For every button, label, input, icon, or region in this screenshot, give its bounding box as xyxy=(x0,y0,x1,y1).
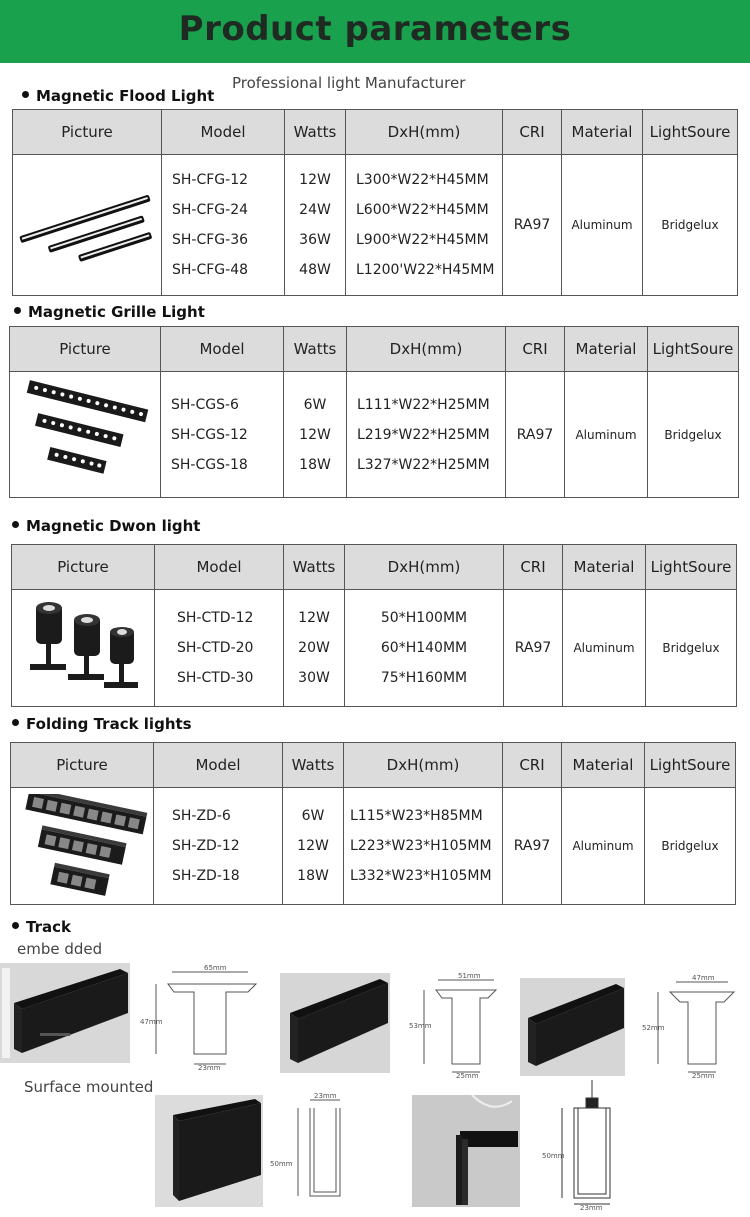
embedded-track-diagram-2 xyxy=(408,970,508,1078)
model-cell: SH-CGS-18 xyxy=(171,456,248,473)
source-cell: Bridgelux xyxy=(643,155,738,296)
model-cell: SH-ZD-6 xyxy=(172,808,231,824)
watts-cell: 12W xyxy=(297,838,329,854)
product-picture xyxy=(13,155,162,296)
col-material: Material xyxy=(563,545,646,590)
watts-cell: 30W xyxy=(298,670,330,686)
col-source: LightSoure xyxy=(643,110,738,155)
product-picture xyxy=(12,590,155,707)
material-cell: Aluminum xyxy=(562,788,645,905)
bullet-icon xyxy=(12,922,19,929)
dims-cell: L115*W23*H85MM xyxy=(350,808,483,824)
embedded-track-photo-3 xyxy=(520,978,625,1076)
model-cell: SH-CFG-48 xyxy=(172,262,249,278)
dims-cell: L223*W23*H105MM xyxy=(350,838,492,854)
embedded-track-diagram-1 xyxy=(138,962,270,1072)
watts-cell: 6W xyxy=(303,396,327,413)
dim-label: 52mm xyxy=(642,1024,665,1032)
col-dims: DxH(mm) xyxy=(347,327,506,372)
bullet-icon xyxy=(14,307,21,314)
table-row xyxy=(11,788,736,905)
dim-label: 53mm xyxy=(409,1022,432,1030)
source-cell: Bridgelux xyxy=(646,590,737,707)
dims-cell: 60*H140MM xyxy=(380,640,468,656)
down-spec-table xyxy=(11,544,737,707)
model-cell: SH-CFG-12 xyxy=(172,172,249,188)
table-header-row xyxy=(13,110,738,155)
embedded-track-photo-2 xyxy=(280,973,390,1073)
bullet-icon xyxy=(12,719,19,726)
section-title-folding: Folding Track lights xyxy=(12,715,192,733)
model-cell: SH-CGS-12 xyxy=(171,426,248,443)
model-cell: SH-ZD-18 xyxy=(172,868,240,884)
dims-cell: L600*W22*H45MM xyxy=(356,202,489,218)
col-model: Model xyxy=(162,110,285,155)
embedded-track-photo-1 xyxy=(0,963,130,1063)
dim-label: 51mm xyxy=(458,972,481,980)
material-cell: Aluminum xyxy=(562,155,643,296)
embedded-track-diagram-3 xyxy=(640,972,744,1078)
dims-cell: 75*H160MM xyxy=(380,670,468,686)
col-dims: DxH(mm) xyxy=(345,545,504,590)
col-watts: Watts xyxy=(285,110,346,155)
watts-cell: 12W xyxy=(299,426,331,443)
section-title-track: Track xyxy=(12,918,71,936)
watts-cell: 24W xyxy=(299,202,331,218)
col-picture: Picture xyxy=(10,327,161,372)
dim-label: 25mm xyxy=(692,1072,715,1078)
col-model: Model xyxy=(154,743,283,788)
section-title-flood: Magnetic Flood Light xyxy=(22,87,214,105)
model-cell: SH-CTD-12 xyxy=(177,610,254,626)
table-row xyxy=(12,590,737,707)
product-picture xyxy=(10,372,161,498)
col-material: Material xyxy=(565,327,648,372)
model-cell: SH-CFG-36 xyxy=(172,232,249,248)
dim-label: 47mm xyxy=(692,974,715,982)
col-cri: CRI xyxy=(503,110,562,155)
dims-cell: L332*W23*H105MM xyxy=(350,868,492,884)
cri-cell: RA97 xyxy=(506,372,565,498)
watts-cell: 18W xyxy=(299,456,331,473)
model-cell: SH-CTD-20 xyxy=(177,640,254,656)
model-cell: SH-CTD-30 xyxy=(177,670,254,686)
material-cell: Aluminum xyxy=(565,372,648,498)
col-picture: Picture xyxy=(13,110,162,155)
cri-cell: RA97 xyxy=(504,590,563,707)
col-cri: CRI xyxy=(506,327,565,372)
model-cell: SH-ZD-12 xyxy=(172,838,240,854)
col-material: Material xyxy=(562,110,643,155)
table-header-row xyxy=(10,327,739,372)
header-banner xyxy=(0,0,750,63)
col-watts: Watts xyxy=(284,545,345,590)
col-material: Material xyxy=(562,743,645,788)
dim-label: 65mm xyxy=(204,964,227,972)
col-watts: Watts xyxy=(284,327,347,372)
col-source: LightSoure xyxy=(646,545,737,590)
surface-label: Surface mounted xyxy=(24,1078,154,1096)
subtitle: Professional light Manufacturer xyxy=(232,74,466,92)
watts-cell: 18W xyxy=(297,868,329,884)
down-light-image xyxy=(18,596,148,701)
table-header-row xyxy=(11,743,736,788)
source-cell: Bridgelux xyxy=(648,372,739,498)
bullet-icon xyxy=(12,521,19,528)
col-picture: Picture xyxy=(12,545,155,590)
watts-cell: 6W xyxy=(301,808,325,824)
grille-light-image xyxy=(15,377,155,492)
surface-track-photo-1 xyxy=(155,1095,263,1207)
section-title-down: Magnetic Dwon light xyxy=(12,517,200,535)
dims-cell: L1200'W22*H45MM xyxy=(356,262,495,278)
col-cri: CRI xyxy=(504,545,563,590)
model-cell: SH-CFG-24 xyxy=(172,202,249,218)
dims-cell: L111*W22*H25MM xyxy=(357,396,490,413)
watts-cell: 48W xyxy=(299,262,331,278)
source-cell: Bridgelux xyxy=(645,788,736,905)
material-cell: Aluminum xyxy=(563,590,646,707)
col-watts: Watts xyxy=(283,743,344,788)
dim-label: 47mm xyxy=(140,1018,163,1026)
dim-label: 50mm xyxy=(542,1152,565,1160)
folding-light-image xyxy=(15,794,150,899)
dims-cell: L300*W22*H45MM xyxy=(356,172,489,188)
dims-cell: L327*W22*H25MM xyxy=(357,456,490,473)
dim-label: 23mm xyxy=(314,1092,337,1100)
section-title-grille: Magnetic Grille Light xyxy=(14,303,205,321)
bullet-icon xyxy=(22,91,29,98)
table-header-row xyxy=(12,545,737,590)
surface-track-diagram-1 xyxy=(270,1090,370,1208)
col-picture: Picture xyxy=(11,743,154,788)
dims-cell: L900*W22*H45MM xyxy=(356,232,489,248)
flood-light-image xyxy=(17,165,157,285)
col-dims: DxH(mm) xyxy=(344,743,503,788)
watts-cell: 36W xyxy=(299,232,331,248)
watts-cell: 12W xyxy=(299,172,331,188)
col-dims: DxH(mm) xyxy=(346,110,503,155)
col-source: LightSoure xyxy=(648,327,739,372)
embedded-label: embe dded xyxy=(17,940,103,958)
cri-cell: RA97 xyxy=(503,788,562,905)
dims-cell: L219*W22*H25MM xyxy=(357,426,490,443)
surface-track-photo-2 xyxy=(412,1095,520,1207)
grille-spec-table xyxy=(9,326,739,498)
col-model: Model xyxy=(161,327,284,372)
table-row xyxy=(10,372,739,498)
col-source: LightSoure xyxy=(645,743,736,788)
dim-label: 25mm xyxy=(456,1072,479,1078)
model-cell: SH-CGS-6 xyxy=(171,396,239,413)
product-picture xyxy=(11,788,154,905)
cri-cell: RA97 xyxy=(503,155,562,296)
flood-spec-table xyxy=(12,109,738,296)
dim-label: 23mm xyxy=(580,1204,603,1210)
dims-cell: 50*H100MM xyxy=(380,610,468,626)
page-title: Product parameters xyxy=(178,9,572,49)
table-row xyxy=(13,155,738,296)
folding-spec-table xyxy=(10,742,736,905)
dim-label: 23mm xyxy=(198,1064,221,1072)
dim-label: 50mm xyxy=(270,1160,293,1168)
watts-cell: 20W xyxy=(298,640,330,656)
watts-cell: 12W xyxy=(298,610,330,626)
col-cri: CRI xyxy=(503,743,562,788)
surface-track-diagram-2 xyxy=(540,1080,630,1210)
col-model: Model xyxy=(155,545,284,590)
